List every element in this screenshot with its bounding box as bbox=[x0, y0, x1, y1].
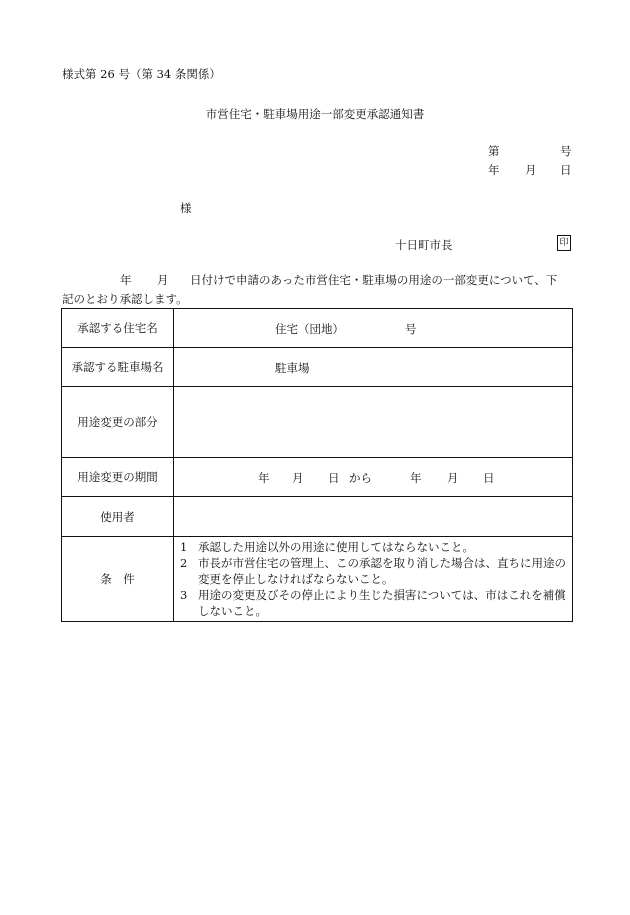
period-from: から bbox=[349, 471, 372, 485]
period-end-year: 年 bbox=[410, 471, 422, 485]
parking-name: 駐車場 bbox=[275, 361, 310, 375]
housing-label: 承認する住宅名 bbox=[62, 309, 174, 348]
condition-text: 用途の変更及びその停止により生じた損害については、市はこれを補償しないこと。 bbox=[198, 588, 566, 618]
housing-value bbox=[174, 309, 573, 348]
date-day: 日 bbox=[560, 163, 572, 177]
table-row bbox=[62, 348, 573, 387]
date-month: 月 bbox=[525, 163, 537, 177]
condition-number: 1 bbox=[180, 540, 188, 554]
body-text: 日付けで申請のあった市営住宅・駐車場の用途の一部変更について、下 bbox=[190, 273, 558, 287]
seal-mark: 印 bbox=[557, 235, 571, 251]
user-label: 使用者 bbox=[62, 497, 174, 537]
form-number: 様式第 26 号（第 34 条関係） bbox=[62, 67, 221, 81]
doc-number-go: 号 bbox=[560, 144, 572, 158]
condition-number: 3 bbox=[180, 588, 188, 602]
user-value bbox=[174, 497, 573, 537]
condition-number: 2 bbox=[180, 556, 188, 570]
change-period-label: 用途変更の期間 bbox=[62, 458, 174, 497]
body-line-2: 記のとおり承認します。 bbox=[62, 292, 188, 306]
condition-item bbox=[178, 587, 566, 619]
date-year: 年 bbox=[488, 163, 500, 177]
document-title: 市営住宅・駐車場用途一部変更承認通知書 bbox=[205, 107, 425, 121]
table-row bbox=[62, 309, 573, 348]
parking-value bbox=[174, 348, 573, 387]
period-end-day: 日 bbox=[483, 471, 495, 485]
change-part-label: 用途変更の部分 bbox=[62, 387, 174, 458]
change-period-value bbox=[174, 458, 573, 497]
approval-table bbox=[61, 308, 573, 622]
table-row bbox=[62, 387, 573, 458]
table-row bbox=[62, 458, 573, 497]
table-row bbox=[62, 537, 573, 622]
body-month: 月 bbox=[157, 273, 169, 287]
issuer-name: 十日町市長 bbox=[395, 238, 453, 252]
change-part-value bbox=[174, 387, 573, 458]
housing-complex: 住宅（団地） bbox=[275, 322, 344, 336]
addressee-suffix: 様 bbox=[180, 201, 192, 215]
period-start-year: 年 bbox=[258, 471, 270, 485]
period-end-month: 月 bbox=[447, 471, 459, 485]
condition-text: 承認した用途以外の用途に使用してはならないこと。 bbox=[198, 540, 474, 554]
condition-text: 市長が市営住宅の管理上、この承認を取り消した場合は、直ちに用途の変更を停止しなければならないこと。 bbox=[198, 556, 566, 586]
condition-item bbox=[178, 555, 566, 587]
period-start-month: 月 bbox=[292, 471, 304, 485]
table-row bbox=[62, 497, 573, 537]
conditions-label: 条 件 bbox=[62, 537, 174, 622]
housing-number: 号 bbox=[405, 322, 417, 336]
condition-item bbox=[178, 539, 566, 555]
doc-number-dai: 第 bbox=[488, 144, 500, 158]
period-start-day: 日 bbox=[328, 471, 340, 485]
parking-label: 承認する駐車場名 bbox=[62, 348, 174, 387]
body-year: 年 bbox=[120, 273, 132, 287]
conditions-value bbox=[174, 537, 573, 622]
